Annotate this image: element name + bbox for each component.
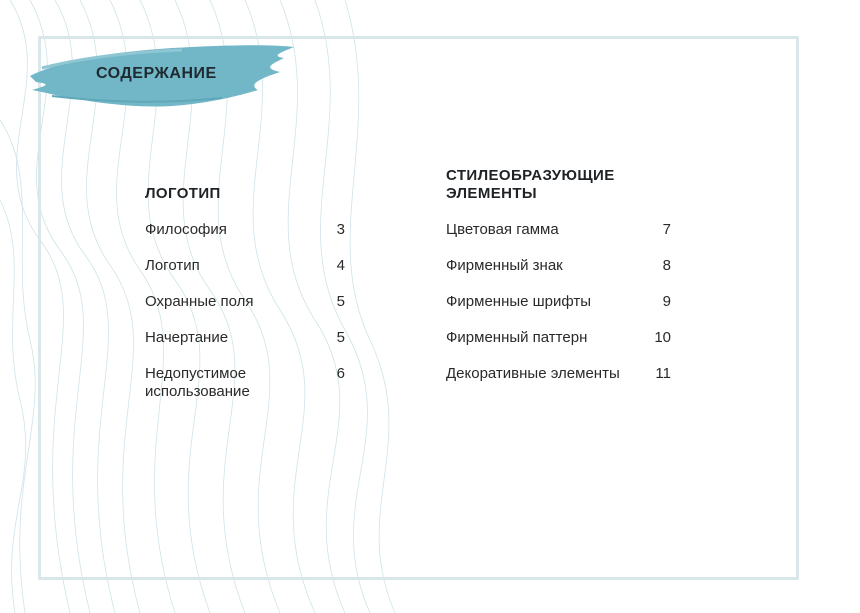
toc-item-label: Фирменный знак xyxy=(446,257,563,274)
toc-item[interactable] xyxy=(145,221,345,239)
toc-item[interactable] xyxy=(446,221,671,239)
toc-item[interactable] xyxy=(145,365,345,401)
toc-item[interactable] xyxy=(446,257,671,275)
toc-item-page: 5 xyxy=(336,329,345,346)
toc-item[interactable] xyxy=(145,293,345,311)
toc-item-label: Цветовая гамма xyxy=(446,221,559,238)
toc-item-label: Начертание xyxy=(145,329,229,346)
section-heading: ЛОГОТИП xyxy=(145,185,221,202)
toc-item-label: Философия xyxy=(145,221,227,238)
toc-item-page: 5 xyxy=(336,293,345,310)
toc-item[interactable] xyxy=(446,329,671,347)
toc-item-page: 3 xyxy=(336,221,345,238)
toc-item-label: Логотип xyxy=(145,257,200,274)
page-title: СОДЕРЖАНИЕ xyxy=(96,65,217,82)
section-heading: СТИЛЕОБРАЗУЮЩИЕ ЭЛЕМЕНТЫ xyxy=(446,167,615,202)
toc-item-page: 4 xyxy=(336,257,345,274)
toc-section-logo xyxy=(145,185,345,419)
toc-item-page: 10 xyxy=(654,329,671,346)
toc-item-label: Фирменные шрифты xyxy=(446,293,592,310)
toc-item-label: Недопустимое использование xyxy=(145,365,250,400)
toc-item-page: 11 xyxy=(655,365,671,382)
toc-item[interactable] xyxy=(145,257,345,275)
toc-item-label: Фирменный паттерн xyxy=(446,329,588,346)
toc-item-label: Охранные поля xyxy=(145,293,254,310)
toc-item-page: 7 xyxy=(662,221,671,238)
toc-item-page: 9 xyxy=(662,293,671,310)
toc-section-style-elements xyxy=(446,167,671,401)
toc-item-label: Декоративные элементы xyxy=(446,365,620,382)
toc-item-page: 6 xyxy=(336,365,345,382)
toc-item[interactable] xyxy=(446,365,671,383)
toc-item-page: 8 xyxy=(662,257,671,274)
toc-item[interactable] xyxy=(446,293,671,311)
toc-item[interactable] xyxy=(145,329,345,347)
